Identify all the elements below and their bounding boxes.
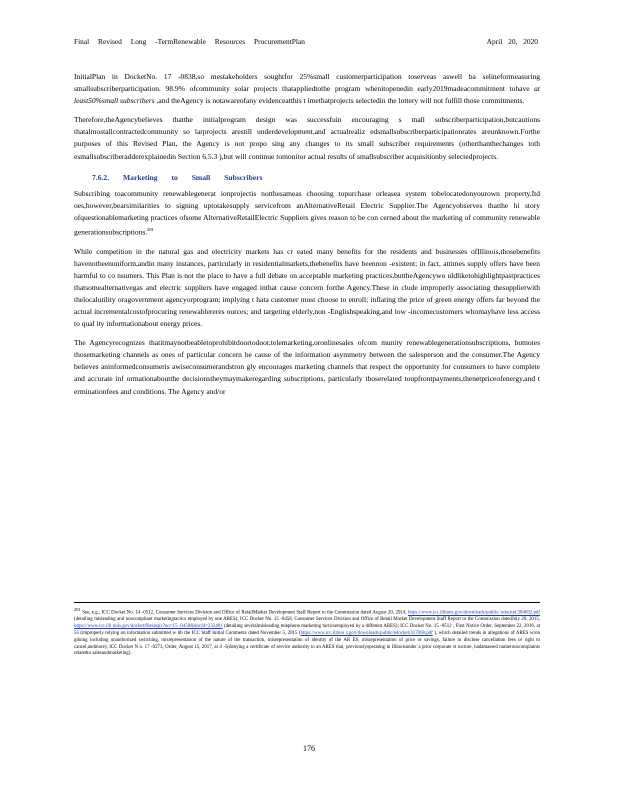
paragraph-text: Subscribing toacommunity renewablegenerat ionprojectis notthesameas choosing topurchase orleasea system tobelocatedonyourown property.Itd oes,however,bearsimilarities to signing uptotakesupply servicefrom anAlternativeRetail Electric Supplier.The Agencyobserves thatthe hi story ofquestionablemarketing practices ofsome AlternativeRetailElectric Suppliers gives reason to be con cerned about the marketing of community renewable generationsubscriptions. — [74, 188, 540, 237]
footnote-text: (detailing misleading and noncompliant marketingtactics employed by one ARES); ICC Docket No. 15 -0458, Consumer Services Division and Office of Retail Market Development Staff Report to the Commission datedJuly 20, 2015, — [74, 617, 540, 623]
footnote-link[interactable]: https://www.icc.illinoi s.gov/downloads/public/edocket/417068.pdf — [300, 631, 433, 637]
footnote-text: ), which detailed trends in allegations of ARES wron gdoing including unauthorized switching, misrepresentation of the nature of the transaction, misrepresentation of identity of the AR ES, misrepresentation of price or savings, failure to disclose cancellation fees or right to cancel,andmore); ICC Docket N o. 17 -0273, Order, August 15, 2017, at 4 -5(denying a certificate of service authority to an ARES that, previouslyoperating in Illinoisunder a prior corporate st ructure, hadamassed numerouscomplaints relatedto salesandmarketing). — [74, 631, 540, 657]
footnote-link[interactable]: https://www.icc.illinois.gov/downloads/public/ edocket/384692.pdf — [407, 610, 541, 616]
footnote-text: See, e.g., ICC Docket No. 14 -0512, Consumer Services Division and Office of RetailMarket Development Staff Report to the Commission dated August 20, 2014, — [82, 610, 408, 616]
page-number: 176 — [303, 744, 315, 753]
header-title: Final Revised Long -TermRenewable Resources ProcurementPlan — [74, 37, 305, 46]
paragraph-text: ,and theAgency is notawareofany evidenceatthis t imethatprojects selectedin the lottery will not fulfill those commitments. — [154, 96, 525, 106]
footnote-reference[interactable]: 281 — [147, 226, 154, 232]
paragraph-agency-recognizes: The Agencyrecognizes thatitmaynotbeabletoprohibitdoortodoor,telemarketing,oronlinesales ofcom munity renewablegenerationsubscriptions, butnotes thosemarketing channels as ones of particular concern be cause of the information asymmetry between the salesperson and the consumer.The Agency believes aninformedconsumeris awiseconsumerandstron gly encourages marketing channels that respect the opportunity for consumers to have complete and accurate inf ormationaboutthe decisionstheymaymakeregarding subscriptions, particularly thoserelated toupfrontpayments,thenetpriceofenergy,and t erminationfees and conditions. The Agency and/or — [74, 338, 540, 396]
paragraph-initial-plan — [74, 71, 540, 107]
section-heading: 7.6.2. Marketing to Small Subscribers — [92, 172, 263, 182]
paragraph-therefore: Therefore,theAgencybelieves thatthe initialprogram design was successfuin encouraging s mall subscriberparticipation,butcautions thatalmostallcontractedcommunity so larprojects arestill underdevelopment,and actualrealiz edsmallsubscriberparticipationrates areunknown.Forthe purposes of this Revised Plan, the Agency is not propo sing any changes to its small subscriber requirements (otherthanthechanges toth esmallsubscriberadderexplainedin Section 6.5.3 ),but will continue tomonitor actual results of smallsubscriber acquisitionby selectedprojects. — [74, 115, 540, 161]
footnote-281 — [74, 607, 540, 658]
header-date: April 20, 2020 — [486, 37, 538, 46]
emphasis-text: at least50%small subscribers — [74, 84, 540, 106]
paragraph-subscribing — [74, 188, 540, 239]
footnote-marker: 281 — [74, 607, 81, 612]
paragraph-competition: While competition in the natural gas and electricity markets has cr eated many benefits for the residents and businesses ofIllinois,thosebenefits havenotbeenuniform,andin many instances, particularly in residentialmarkets,thebenefits have beennon -existent; in fact, attimes supply offers have been harmful to co nsumers. This Plan is not the place to have a full debate on acceptable marketing practices,buttheAgencywo uldliketohighlightpastpractices thatsomealternativegas and electric suppliers have engaged inthat cause concern forthe Agency.These in clude improperly associating thesupplierwith thelocalutility oragovernment agencyorprogram; implying t hata customer must choose to enroll; inflating the price of green energy offers far beyond the actual incrementalcostofprocuring renewablereres ources; and targeting elderly,non -Englishspeaking,and low -incomecustomers whomayhave less access to qual ity informationabout energy prices. — [74, 246, 540, 329]
paragraph-text: InitialPlan in DocketNo. 17 -0838,so mestakeholders soughtfor 25%small customerparticipation toserveas aswell ba selineformeasuring smallsubscriberparticipation. 98.9% ofcommunity solar projects thatappliedtothe program whenitopenedin early2019madeacommitment tohave — [74, 72, 540, 94]
page-body — [74, 71, 540, 403]
footnote-link[interactable]: https://www.icc.illi nois.gov/docket/filesaspx?no=15 -0458&docId=232481 — [74, 624, 223, 630]
page-header — [74, 37, 538, 49]
footnote-section — [74, 602, 540, 658]
footnote-text: (detailing severalmisleading telephone marketing tacticsemployed by a different ARES); ICC Docket No. 15 -0512 , First Notice Order, September 22, 2016, at 55 (improperly relying on information submitted w ith the ICC Staff Initial Comments dated November 5, 2015 ( — [74, 624, 540, 637]
